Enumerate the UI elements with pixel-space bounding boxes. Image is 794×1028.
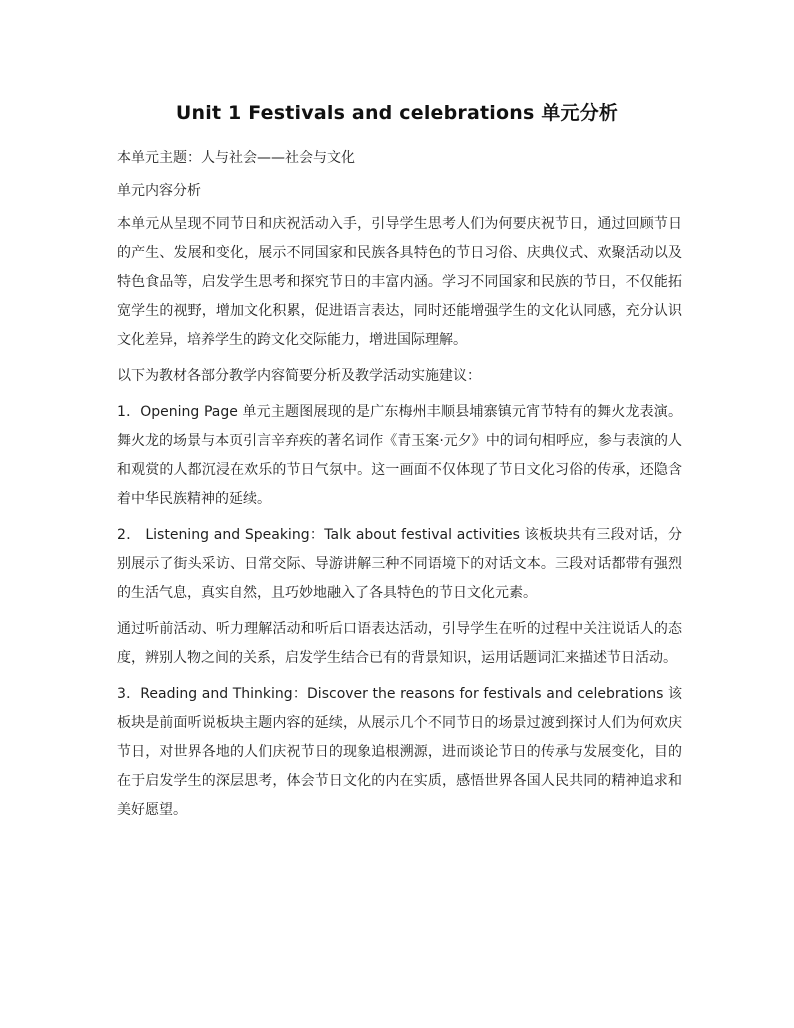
paragraph-listening-speaking: 2． Listening and Speaking：Talk about festival activities 该板块共有三段对话，分别展示了街头采访、日常交际、导游讲解三种不同语境下的对话文本。三段对话都带有强烈的生活气息，真实自然，且巧妙地融入了各具特色的节日文化元素。 [117, 527, 682, 601]
document-title: Unit 1 Festivals and celebrations 单元分析 [175, 102, 619, 124]
theme-line: 本单元主题：人与社会——社会与文化 [117, 150, 355, 166]
document-body [117, 144, 682, 832]
paragraph-listening-activities: 通过听前活动、听力理解活动和听后口语表达活动，引导学生在听的过程中关注说话人的态度，辨别人物之间的关系，启发学生结合已有的背景知识，运用话题词汇来描述节日活动。 [117, 621, 682, 666]
paragraph-opening-page: 1．Opening Page 单元主题图展现的是广东梅州丰顺县埔寨镇元宵节特有的舞火龙表演。舞火龙的场景与本页引言辛弃疾的著名词作《青玉案·元夕》中的词句相呼应，参与表演的人和观赏的人都沉浸在欢乐的节日气氛中。这一画面不仅体现了节日文化习俗的传承，还隐含着中华民族精神的延续。 [117, 404, 682, 507]
paragraph-overview: 本单元从呈现不同节日和庆祝活动入手，引导学生思考人们为何要庆祝节日，通过回顾节日的产生、发展和变化，展示不同国家和民族各具特色的节日习俗、庆典仪式、欢聚活动以及特色食品等，启发学生思考和探究节日的丰富内涵。学习不同国家和民族的节日，不仅能拓宽学生的视野，增加文化积累，促进语言表达，同时还能增强学生的文化认同感，充分认识文化差异，培养学生的跨文化交际能力，增进国际理解。 [117, 216, 682, 348]
paragraph-intro: 以下为教材各部分教学内容简要分析及教学活动实施建议： [117, 368, 481, 384]
section-heading: 单元内容分析 [117, 183, 201, 199]
paragraph-reading-thinking: 3．Reading and Thinking：Discover the reasons for festivals and celebrations 该板块是前面听说板块主题内容的延续，从展示几个不同节日的场景过渡到探讨人们为何欢庆节日，对世界各地的人们庆祝节日的现象追根溯源，进而谈论节日的传承与发展变化，目的在于启发学生的深层思考，体会节日文化的内在实质，感悟世界各国人民共同的精神追求和美好愿望。 [117, 686, 682, 818]
